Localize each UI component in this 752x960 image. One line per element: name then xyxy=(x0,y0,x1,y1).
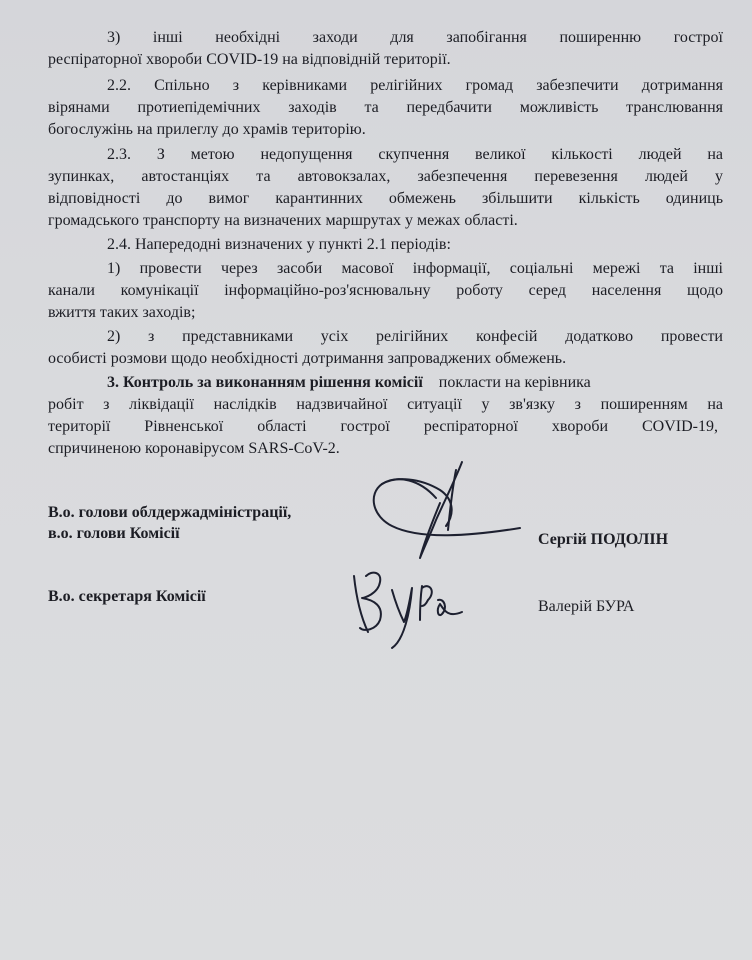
signature-stroke xyxy=(420,462,462,558)
text-line: спричиненою коронавірусом SARS-CoV-2. xyxy=(48,440,340,457)
signature-stroke xyxy=(420,586,432,620)
signatory-name: Валерій БУРА xyxy=(538,598,635,615)
text-line: респіраторної хвороби COVID-19 на відповідній території. xyxy=(48,51,451,68)
signature-stroke xyxy=(392,588,412,648)
text-fragment: покласти на керівника xyxy=(438,374,591,391)
text-line: робіт з ліквідації наслідків надзвичайної ситуації у зв'язку з поширенням на xyxy=(48,396,723,413)
signature-stroke xyxy=(354,573,381,632)
signatory-title: В.о. голови облдержадміністрації, xyxy=(48,504,292,521)
bold-lead: 3. Контроль за виконанням рішення комісії xyxy=(107,374,423,391)
text-line: території Рівненської області гострої респіраторної хвороби COVID-19, xyxy=(48,418,718,435)
text-line: відповідності до вимог карантинних обмежень збільшити кількість одиниць xyxy=(48,190,723,207)
text-line: 2) з представниками усіх релігійних конфесій додатково провести xyxy=(107,328,723,345)
text-line: громадського транспорту на визначених маршрутах у межах області. xyxy=(48,212,518,229)
text-line: 2.3. З метою недопущення скупчення великої кількості людей на xyxy=(107,146,723,163)
signatory-title: В.о. секретаря Комісії xyxy=(48,588,206,605)
text-line: 2.2. Спільно з керівниками релігійних громад забезпечити дотримання xyxy=(107,77,723,94)
text-line: вірянами протиепідемічних заходів та передбачити можливість транслювання xyxy=(48,99,723,116)
text-line: вжиття таких заходів; xyxy=(48,304,196,321)
signature-stroke xyxy=(438,600,462,615)
text-line: богослужінь на прилеглу до храмів територію. xyxy=(48,121,366,138)
text-line: канали комунікації інформаційно-роз'яснювальну роботу серед населення щодо xyxy=(48,282,723,299)
signatory-name: Сергій ПОДОЛІН xyxy=(538,531,669,548)
signature-stroke xyxy=(448,470,456,530)
signatory-title: в.о. голови Комісії xyxy=(48,525,180,542)
text-line: 3) інші необхідні заходи для запобігання поширенню гострої xyxy=(107,29,723,46)
signature-stroke xyxy=(382,479,452,526)
text-line: зупинках, автостанціях та автовокзалах, забезпечення перевезення людей у xyxy=(48,168,723,185)
text-line xyxy=(107,373,591,393)
text-line: 1) провести через засоби масової інформації, соціальні мережі та інші xyxy=(107,260,723,277)
text-line: 2.4. Напередодні визначених у пункті 2.1 періодів: xyxy=(107,236,451,253)
signature-stroke xyxy=(374,479,520,535)
text-line: особисті розмови щодо необхідності дотримання запроваджених обмежень. xyxy=(48,350,567,367)
